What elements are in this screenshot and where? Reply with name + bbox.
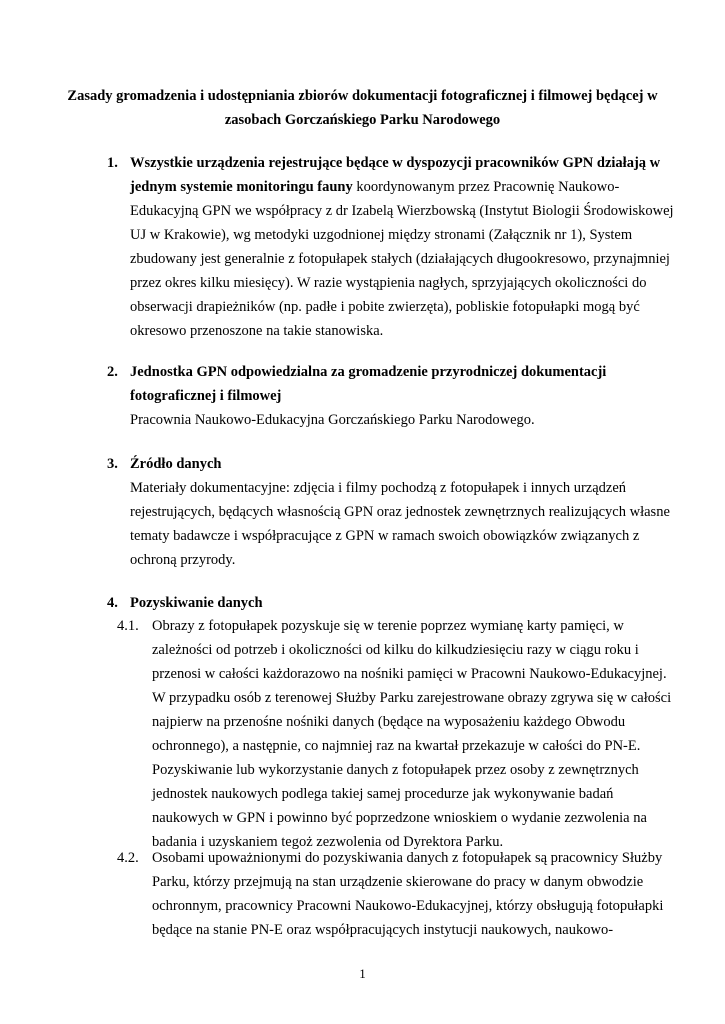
subsection-body xyxy=(152,614,672,854)
subsection-line: Parku, którzy przejmują na stan urządzenie skierowane do pracy w danym obwodzie xyxy=(152,874,644,890)
subsection-line: zależności od potrzeb i okoliczności od kilku do kilkudziesięciu razy w ciągu roku i xyxy=(152,642,639,658)
section-number: 1. xyxy=(107,155,118,171)
section-line: przez okres kilku miesięcy). W razie wystąpienia nagłych, sprzyjających okoliczności do xyxy=(130,275,647,291)
section-line: ochroną przyrody. xyxy=(130,552,236,568)
subsection-line: Obrazy z fotopułapek pozyskuje się w terenie poprzez wymianę karty pamięci, w xyxy=(152,618,624,634)
section-heading: Pozyskiwanie danych xyxy=(130,595,263,611)
subsection-body xyxy=(152,846,664,942)
document-title xyxy=(60,84,665,132)
section-line: okresowo przenoszone na takie stanowiska. xyxy=(130,323,384,339)
subsection-line: naukowych w GPN i powinno być poprzedzone wnioskiem o wydanie zezwolenia na xyxy=(152,810,647,826)
section-body xyxy=(130,591,650,615)
subsection-line: ochronnym, pracownicy Pracowni Naukowo-Edukacyjnej, którzy obsługują fotopułapki xyxy=(152,898,664,914)
subsection-line: przenosi w całości każdorazowo na nośniki pamięci w Pracowni Naukowo-Edukacyjnej. xyxy=(152,666,667,682)
section-number: 3. xyxy=(107,456,118,472)
subsection-line: jednostek naukowych podlega takiej samej procedurze jak wykonywanie badań xyxy=(152,786,614,802)
section-line: Materiały dokumentacyjne: zdjęcia i filmy pochodzą z fotopułapek i innych urządzeń xyxy=(130,480,627,496)
section-heading: Źródło danych xyxy=(130,456,222,472)
section-line: Pracownia Naukowo-Edukacyjna Gorczańskiego Parku Narodowego. xyxy=(130,412,535,428)
section-line-rest: koordynowanym przez Pracownię Naukowo- xyxy=(352,179,620,195)
section-heading: fotograficznej i filmowej xyxy=(130,388,282,404)
section-heading: Jednostka GPN odpowiedzialna za gromadzenie przyrodniczej dokumentacji xyxy=(130,364,607,380)
subsection-line: Osobami upoważnionymi do pozyskiwania danych z fotopułapek są pracownicy Służby xyxy=(152,850,663,866)
subsection-line: najpierw na przenośne nośniki danych (będące na wyposażeniu każdego Obwodu xyxy=(152,714,626,730)
subsection-number: 4.2. xyxy=(117,850,139,866)
subsection-line: Pozyskiwanie lub wykorzystanie danych z fotopułapek przez osoby z zewnętrznych xyxy=(152,762,639,778)
section-number: 4. xyxy=(107,595,118,611)
section-line: zbudowany jest generalnie z fotopułapek stałych (działających długookresowo, przynajmniej xyxy=(130,251,670,267)
section-line: tematy badawcze i współpracujące z GPN w ramach swoich obowiązków związanych z xyxy=(130,528,640,544)
section-line: rejestrujących, będących własnością GPN oraz jednostek zewnętrznych realizujących własne xyxy=(130,504,670,520)
section-body xyxy=(130,452,670,572)
title-line-1: Zasady gromadzenia i udostępniania zbiorów dokumentacji fotograficznej i filmowej będącej w xyxy=(67,88,658,104)
section-body xyxy=(130,360,650,432)
section-body xyxy=(130,151,674,343)
subsection-number: 4.1. xyxy=(117,618,139,634)
section-line xyxy=(130,175,650,199)
section-line: obserwacji drapieżników (np. padłe i pobite zwierzęta), pobliskie fotopułapki mogą być xyxy=(130,299,640,315)
title-line-2: zasobach Gorczańskiego Parku Narodowego xyxy=(224,112,501,128)
subsection-line: badania i uzyskaniem tegoż zezwolenia od Dyrektora Parku. xyxy=(152,834,504,850)
bold-phrase: jednym systemie monitoringu fauny xyxy=(130,179,353,195)
section-line: UJ w Krakowie), wg metodyki uzgodnionej między stronami (Załącznik nr 1), System xyxy=(130,227,633,243)
section-line: Edukacyjną GPN we współpracy z dr Izabelą Wierzbowską (Instytut Biologii Środowiskowej xyxy=(130,203,674,219)
subsection-line: W przypadku osób z terenowej Służby Parku zarejestrowane obrazy zgrywa się w całości xyxy=(152,690,672,706)
subsection-line: ochronnego), a następnie, co najmniej raz na kwartał przekazuje w całości do PN-E. xyxy=(152,738,641,754)
section-line: Wszystkie urządzenia rejestrujące będące w dyspozycji pracowników GPN działają w xyxy=(130,155,661,171)
page-number: 1 xyxy=(359,966,366,981)
subsection-line: będące na stanie PN-E oraz współpracujących instytucji naukowych, naukowo- xyxy=(152,922,614,938)
section-number: 2. xyxy=(107,364,118,380)
